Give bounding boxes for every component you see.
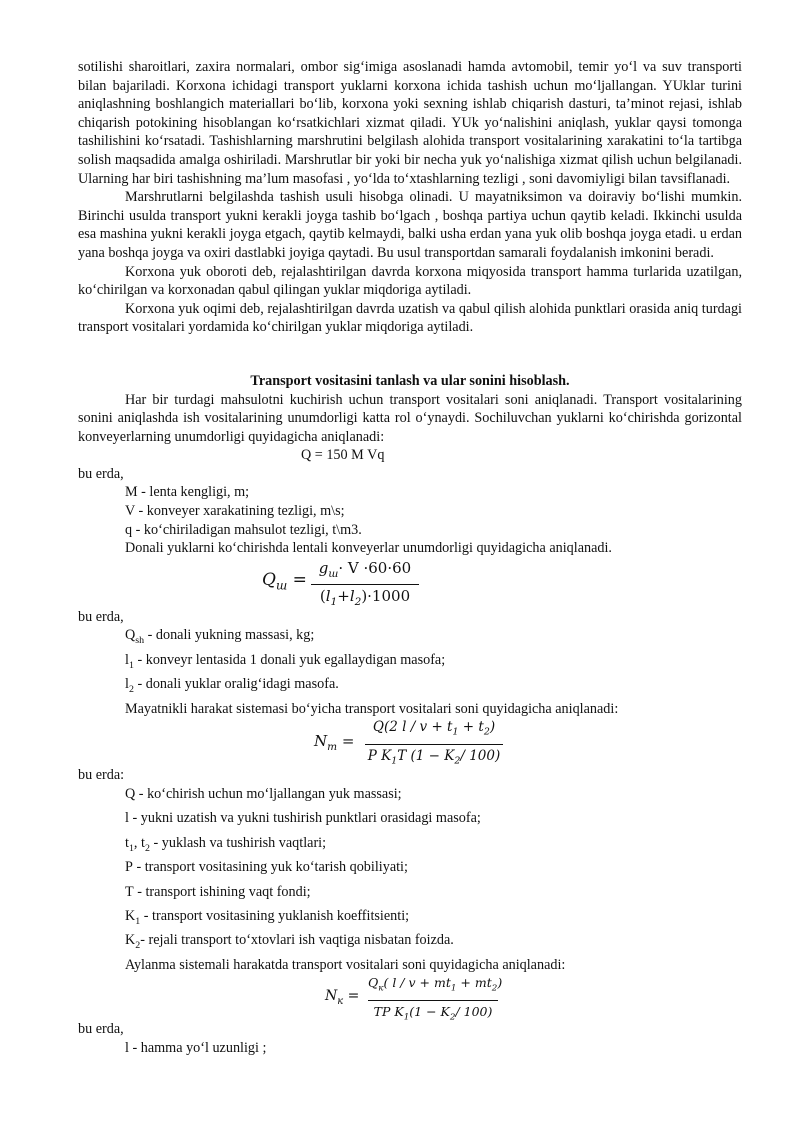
definition-item: $l_2$ - donali yuklar oralig‘idagi masofa. (125, 676, 339, 696)
definition-item: T - transport ishining vaqt fondi; (125, 883, 311, 900)
formula-conveyor-capacity: Q = 150 M Vq (301, 447, 385, 464)
intro-paragraph-3: Korxona yuk oboroti deb, rejalashtirilgan davrda korxona miqyosida transport hamma turlarida uzatilgan, ko‘chirilgan va korxonadan qabul qilingan yuklar miqdoriga aytiladi. (78, 263, 742, 299)
definition-item: Q - ko‘chirish uchun mo‘ljallangan yuk massasi; (125, 785, 402, 802)
definition-item: $t_1$, $t_2$ - yuklash va tushirish vaqtlari; (125, 834, 327, 854)
formula-denominator: P $K_1T$ ($1 - K_2/$ 100) (367, 747, 501, 767)
definition-item: M - lenta kengligi, m; (125, 484, 250, 501)
bu-erda-label-2: bu erda, (78, 608, 124, 625)
document-page (78, 58, 742, 1058)
definition-item: V - konveyer xarakatining tezligi, m\s; (125, 503, 345, 520)
formula-numerator: Q(2 $l / v + t_1 + t_2$) (372, 719, 496, 738)
formula-fraction (368, 974, 503, 1026)
formula-lhs: $Q_ш$ = (262, 569, 307, 593)
formula-circular-system (78, 974, 742, 1023)
definition-item: P - transport vositasining yuk ko‘tarish qobiliyati; (125, 859, 408, 876)
bu-erda-label-4: bu erda, (78, 1021, 124, 1038)
formula-lhs: $N_к$ = (325, 988, 360, 1008)
intro-paragraph-4: Korxona yuk oqimi deb, rejalashtirilgan davrda uzatish va qabul qilish alohida punktlari orasida aniq turdagi transport vositalari yordamida ko‘chirilgan yuklar miqdoriga aytiladi. (78, 300, 742, 336)
intro-paragraph-1: sotilishi sharoitlari, zaxira normalari, ombor sig‘imiga asoslanadi hamda avtomobil, temir yo‘l va suv transporti bilan bajariladi. Korxona ichidagi transport yuklarni korxona ichida tashish uchun mo‘ljallangan. YUklar turini aniqlashning boshlangich materiallari bo‘lib, korxona yoki sexning ishlab chiqarish dasturi, ta’minot rejasi, ishlab chiqarish potokining hisoblangan ko‘rsatkichlari xizmat qiladi. YUk yo‘nalishini aniqlash, yuklar qaysi tomonga tashilishini ko‘rsatadi. Tashishlarning marshrutini belgilash alohida transport vositalarining xarakatini to‘la tartibga solish maqsadida amalga oshiriladi. Marshrutlar bir yoki bir necha yuk yo‘nalishiga xizmat qilish uchun belgilanadi. Ularning har biri tashishning ma’lum masofasi , yo‘lda to‘xtashlarning tezligi , soni davomiyligi bilan tavsiflanadi. (78, 59, 742, 187)
section-paragraph-2: Donali yuklarni ko‘chirishda lentali konveyerlar unumdorligi quyidagicha aniqlanadi. (125, 540, 612, 557)
formula-pendulum-system (78, 718, 742, 766)
definition-item: l - hamma yo‘l uzunligi ; (125, 1040, 267, 1057)
definition-item: $K_1$ - transport vositasining yuklanish koeffitsienti; (125, 908, 410, 927)
formula-numerator: $g_ш\cdot V \cdot 60\cdot 60$ (318, 558, 412, 580)
section-heading: Transport vositasini tanlash va ular sonini hisoblash. (250, 372, 570, 389)
bu-erda-label-3: bu erda: (78, 767, 125, 784)
section-paragraph-1: Har bir turdagi mahsulotni kuchirish uchun transport vositalari soni aniqlanadi. Transport vositalarining sonini aniqlashda ish vositalarining unumdorligi katta rol o‘ynaydi. Sochiluvchan yuklarni ko‘chirishda gorizontal konveyerlarning unumdorligi quyidagicha aniqlanadi: (78, 391, 742, 445)
formula-denominator: TP $K_1(1 - K_2/$ 100) (373, 1003, 493, 1023)
definition-item: $Q_{sh}$ - donali yukning massasi, kg; (125, 627, 315, 647)
formula-piece-conveyor (78, 558, 742, 608)
definition-item: $l_1$ - konveyr lentasida 1 donali yuk egallaydigan masofa; (125, 651, 446, 671)
section-paragraph-3: Mayatnikli harakat sistemasi bo‘yicha transport vositalari soni quyidagicha aniqlanadi: (125, 700, 619, 717)
formula-numerator: $Q_к$( $l / v + mt_1 + mt_2$) (368, 975, 503, 994)
formula-fraction (365, 718, 503, 771)
definition-item: l - yukni uzatish va yukni tushirish punktlari orasidagi masofa; (125, 810, 481, 827)
definition-item: q - ko‘chiriladigan mahsulot tezligi, t\m3. (125, 521, 362, 538)
formula-fraction (311, 559, 419, 612)
formula-denominator: $(l_1+l_2)\cdot 1000$ (319, 587, 411, 609)
intro-paragraph-2: Marshrutlarni belgilashda tashish usuli hisobga olinadi. U mayatniksimon va doiraviy bo‘lishi mumkin. Birinchi usulda transport yukni kerakli joyga tashib bo‘lgach , boshqa partiya uchun qaytib keladi. Ikkinchi usulda esa mashina yukni kerakli joyga etgach, qaytib kelmaydi, balki usha erdan yana yuk olib boshqa joyga etadi. u erdan yana boshqa joyga va oxiri dastlabki joyiga qaytadi. Bu usul transportdan samarali foydalanish imkonini beradi. (78, 189, 742, 261)
definition-item: $K_2-$ rejali transport to‘xtovlari ish vaqtiga nisbatan foizda. (125, 932, 454, 952)
bu-erda-label-1: bu erda, (78, 465, 124, 482)
section-paragraph-4: Aylanma sistemali harakatda transport vositalari soni quyidagicha aniqlanadi: (125, 956, 566, 973)
formula-lhs: $N_m$ = (314, 732, 355, 754)
